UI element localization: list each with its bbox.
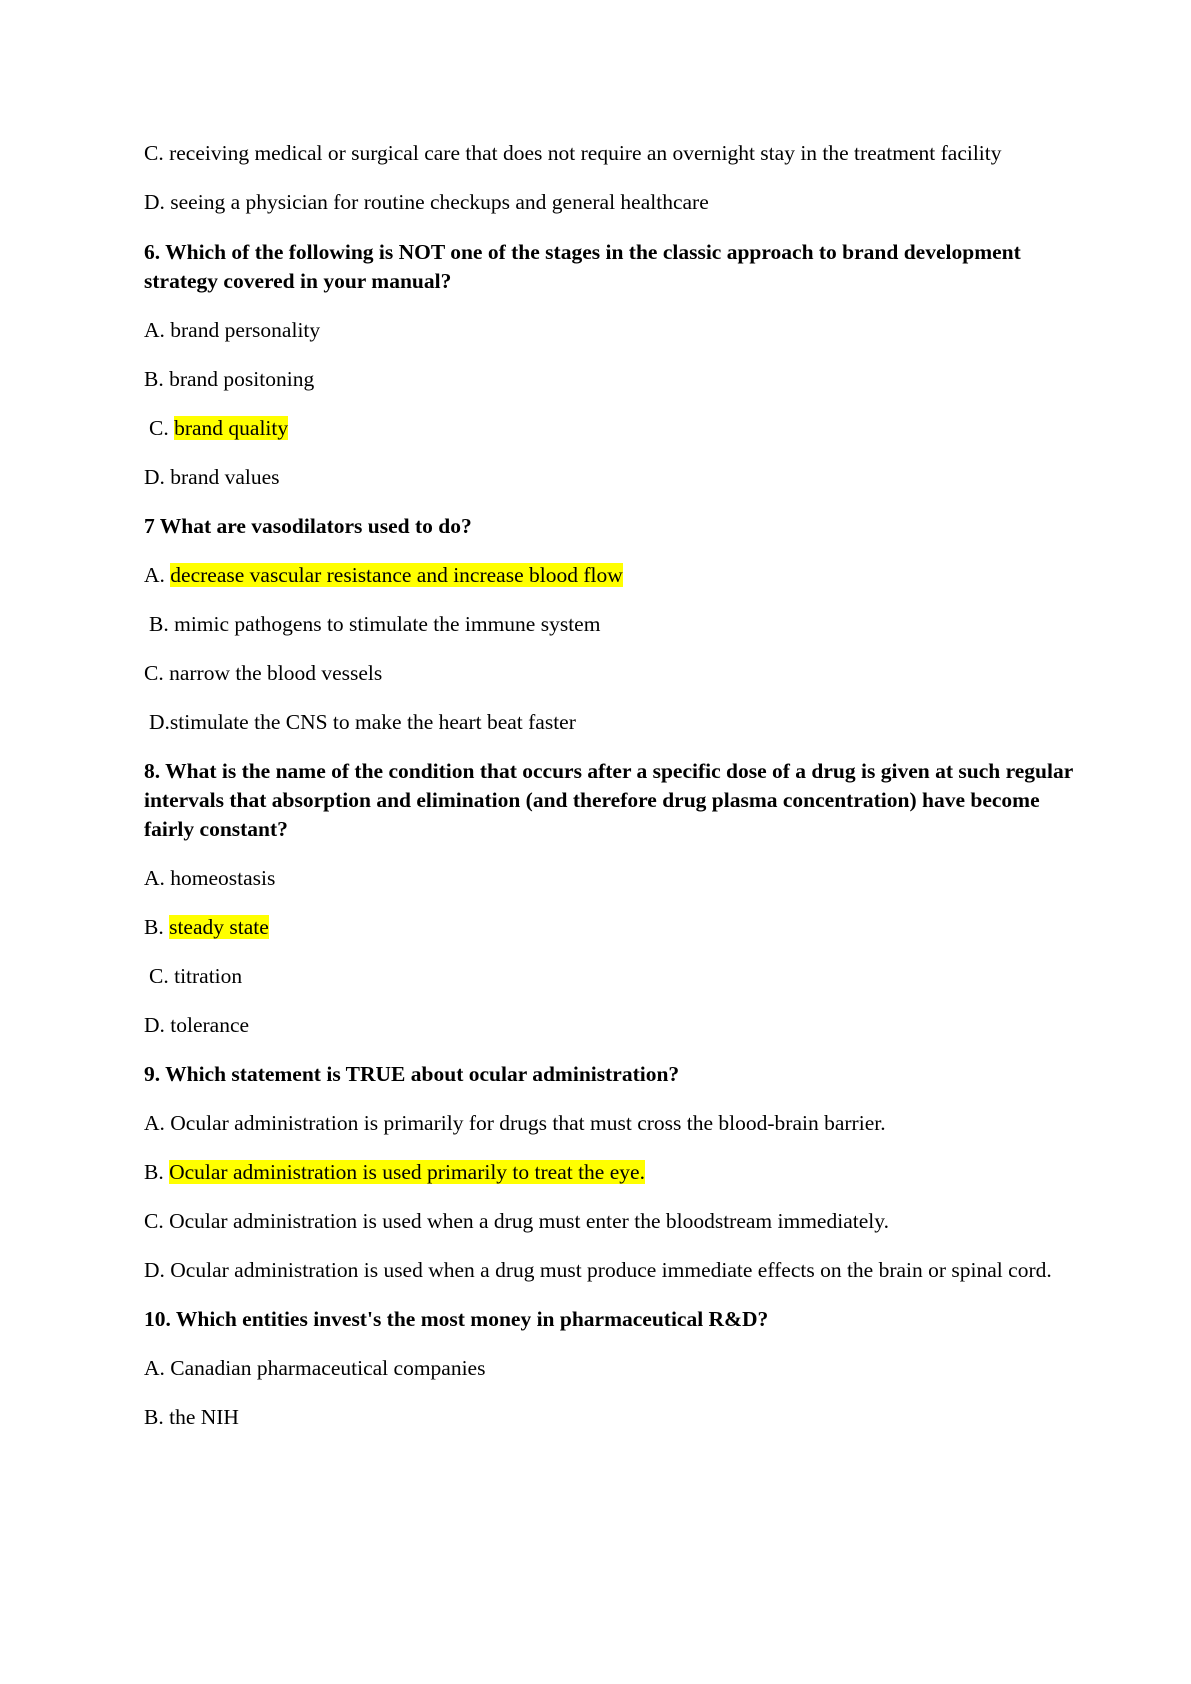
answer-option: A. brand personality — [144, 318, 321, 342]
highlighted-answer: steady state — [169, 915, 269, 939]
highlighted-answer: brand quality — [174, 416, 289, 440]
answer-option-correct — [144, 561, 623, 590]
question-10: 10. Which entities invest's the most money in pharmaceutical R&D? — [144, 1307, 769, 1331]
answer-option: D. Ocular administration is used when a drug must produce immediate effects on the brain or spinal cord. — [144, 1258, 1052, 1282]
question-8: 8. What is the name of the condition that occurs after a specific dose of a drug is given at such regular intervals that absorption and elimination (and therefore drug plasma concentration) have become fairly constant? — [144, 759, 1073, 841]
highlighted-answer: decrease vascular resistance and increase blood flow — [170, 563, 623, 587]
option-letter: B. — [144, 915, 164, 939]
answer-option-correct — [144, 1158, 645, 1187]
answer-option: C. titration — [149, 964, 243, 988]
answer-option: D. tolerance — [144, 1013, 250, 1037]
answer-option: D. brand values — [144, 465, 280, 489]
answer-option: A. Ocular administration is primarily for drugs that must cross the blood-brain barrier. — [144, 1111, 886, 1135]
question-7: 7 What are vasodilators used to do? — [144, 514, 472, 538]
option-letter: C. — [149, 416, 169, 440]
answer-option: B. brand positoning — [144, 367, 315, 391]
answer-option: B. the NIH — [144, 1405, 239, 1429]
answer-option-correct — [149, 414, 288, 443]
answer-option: D.stimulate the CNS to make the heart beat faster — [149, 710, 576, 734]
answer-option-correct — [144, 913, 269, 942]
highlighted-answer: Ocular administration is used primarily to treat the eye. — [169, 1160, 645, 1184]
answer-option: C. narrow the blood vessels — [144, 661, 383, 685]
answer-option: C. receiving medical or surgical care that does not require an overnight stay in the treatment facility — [144, 141, 1002, 165]
answer-option: A. homeostasis — [144, 866, 276, 890]
option-letter: B. — [144, 1160, 164, 1184]
option-letter: A. — [144, 563, 165, 587]
answer-option: D. seeing a physician for routine checkups and general healthcare — [144, 190, 709, 214]
answer-option: A. Canadian pharmaceutical companies — [144, 1356, 486, 1380]
answer-option: C. Ocular administration is used when a drug must enter the bloodstream immediately. — [144, 1209, 889, 1233]
question-9: 9. Which statement is TRUE about ocular administration? — [144, 1062, 680, 1086]
question-6: 6. Which of the following is NOT one of the stages in the classic approach to brand development strategy covered in your manual? — [144, 240, 1021, 293]
answer-option: B. mimic pathogens to stimulate the immune system — [149, 612, 601, 636]
